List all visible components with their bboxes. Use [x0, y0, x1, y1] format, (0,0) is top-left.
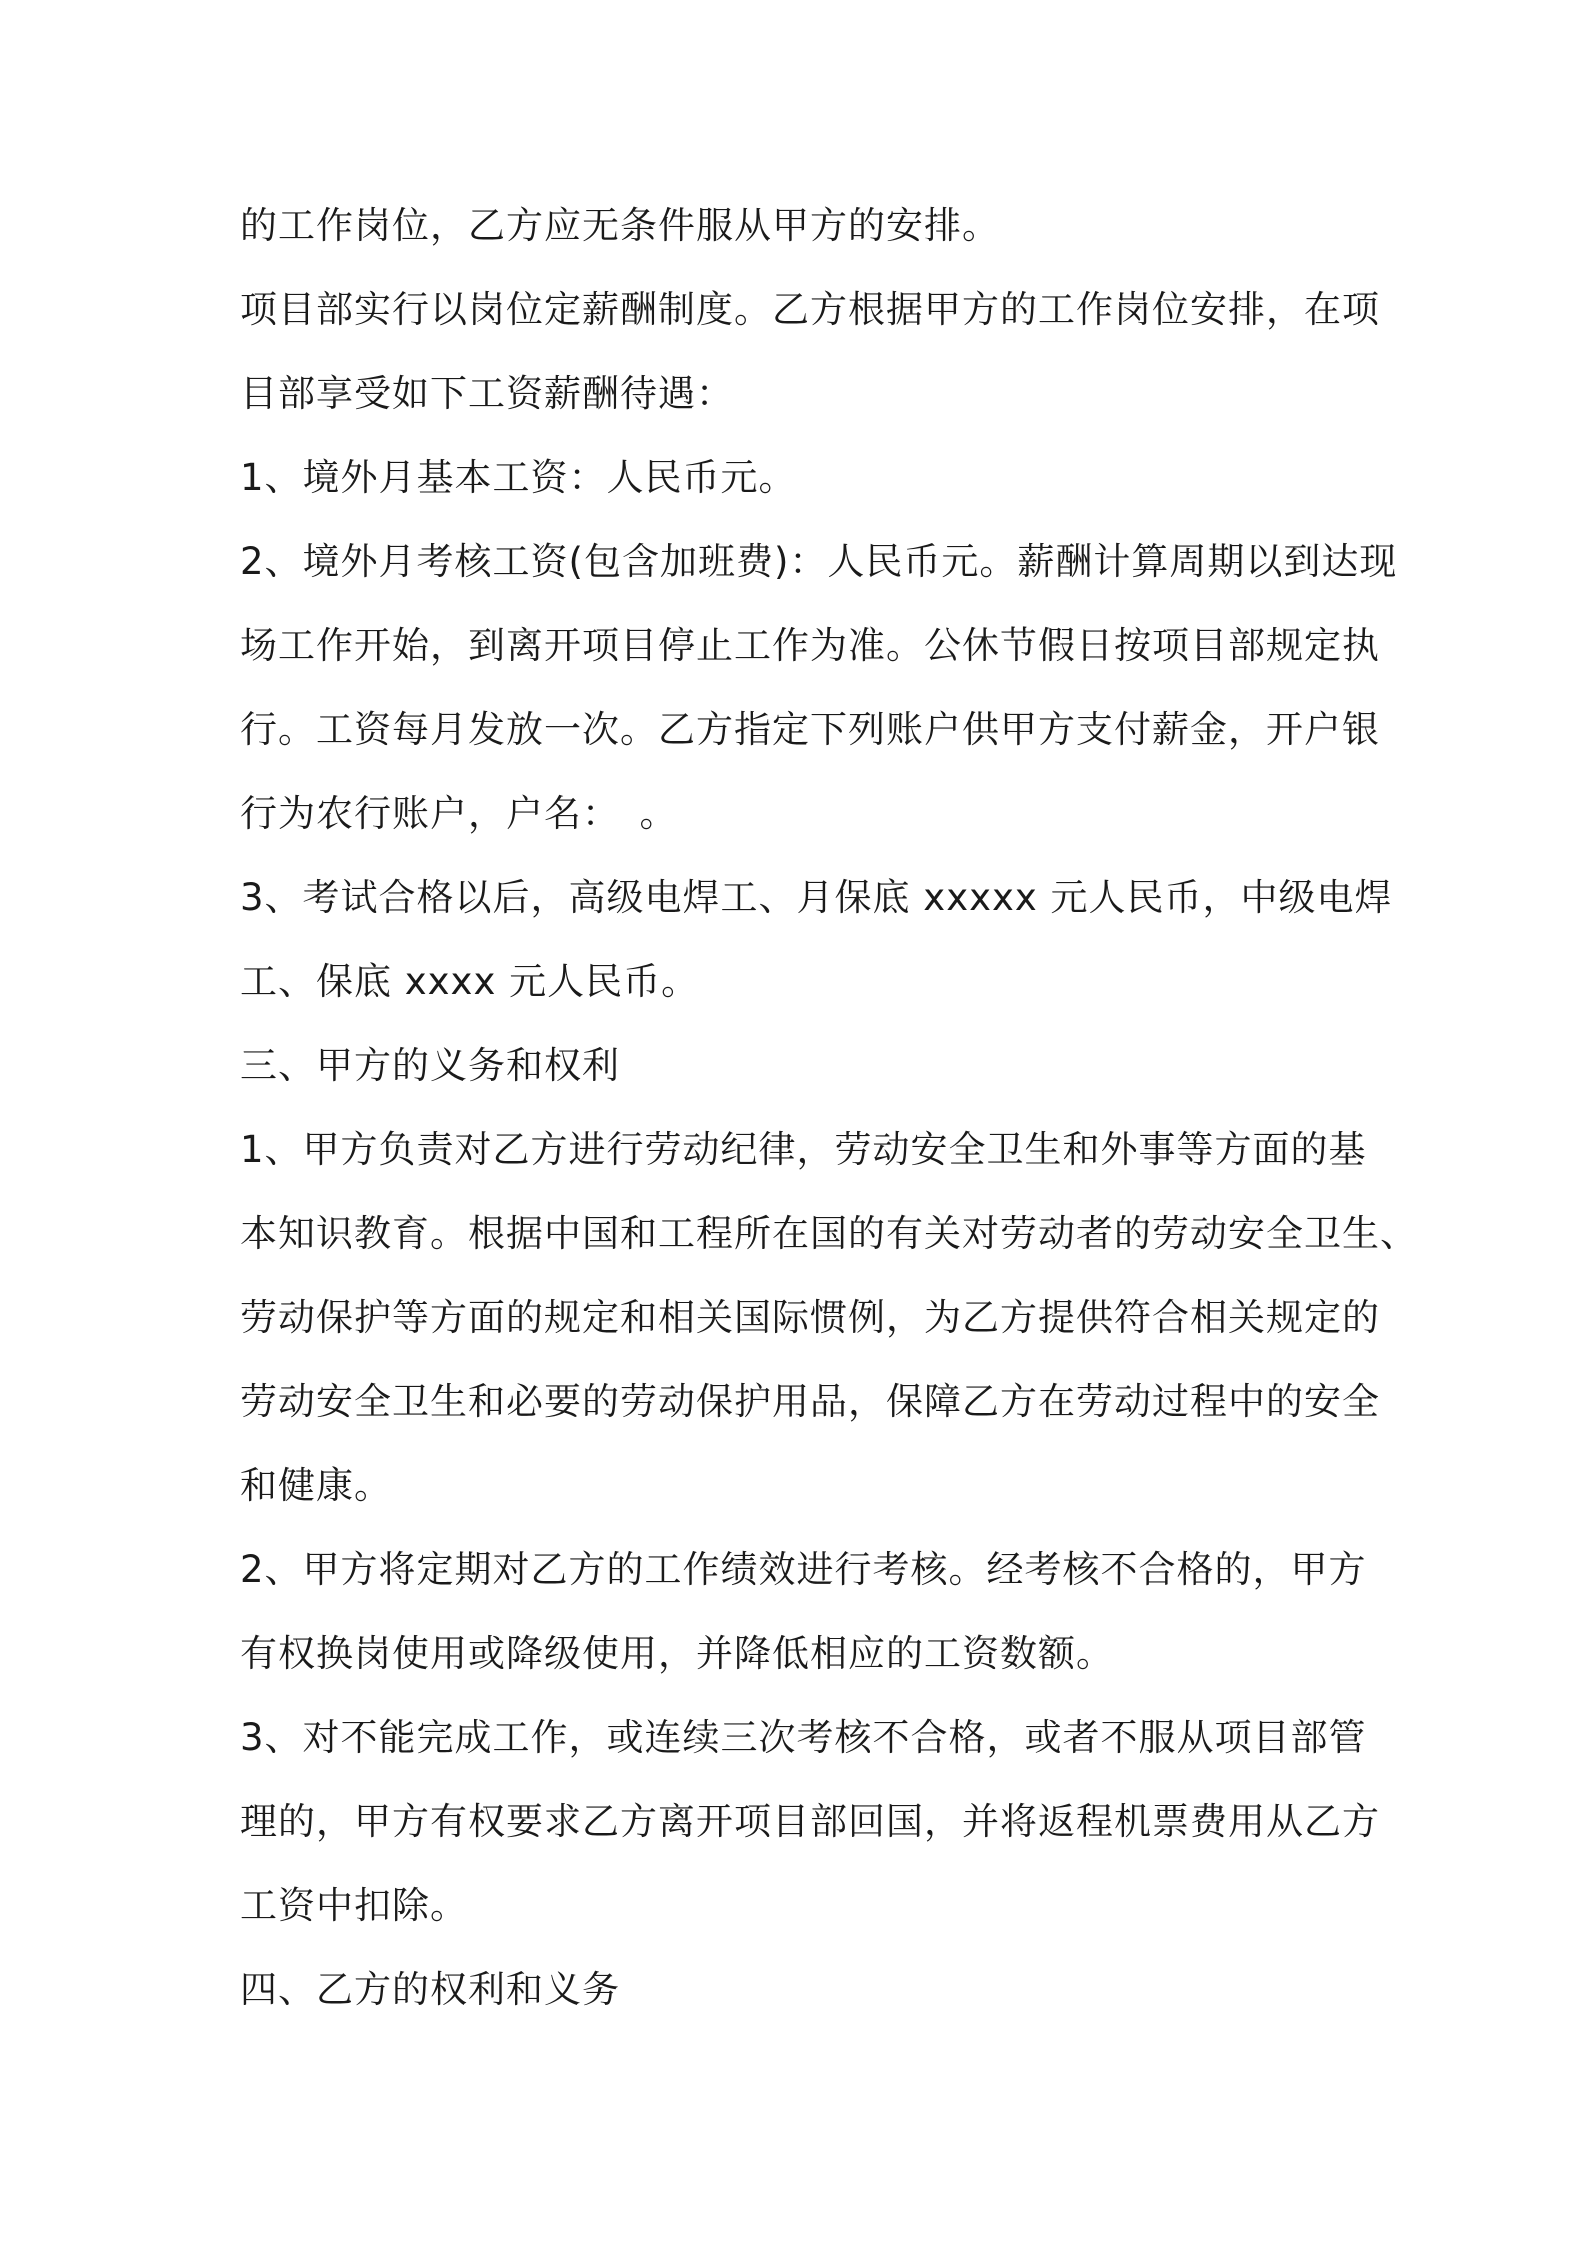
text-line: 工资中扣除。: [240, 1884, 468, 1927]
text-line: 2、甲方将定期对乙方的工作绩效进行考核。经考核不合格的，甲方: [240, 1548, 1367, 1591]
text-line: 1、甲方负责对乙方进行劳动纪律，劳动安全卫生和外事等方面的基: [240, 1128, 1367, 1171]
section-heading: 三、甲方的义务和权利: [240, 1044, 620, 1087]
text-line: 有权换岗使用或降级使用，并降低相应的工资数额。: [240, 1632, 1114, 1675]
text-line: 场工作开始，到离开项目停止工作为准。公休节假日按项目部规定执: [240, 624, 1380, 667]
text-line: 劳动安全卫生和必要的劳动保护用品，保障乙方在劳动过程中的安全: [240, 1380, 1380, 1423]
text-line: 项目部实行以岗位定薪酬制度。乙方根据甲方的工作岗位安排，在项: [240, 288, 1380, 331]
text-line: 目部享受如下工资薪酬待遇：: [240, 372, 734, 415]
text-line: 3、考试合格以后，高级电焊工、月保底 xxxxx 元人民币，中级电焊: [240, 876, 1393, 919]
text-line: 工、保底 xxxx 元人民币。: [240, 960, 700, 1003]
section-heading: 四、乙方的权利和义务: [240, 1968, 620, 2011]
text-line: 2、境外月考核工资(包含加班费)：人民币元。薪酬计算周期以到达现: [240, 540, 1398, 583]
text-line: 本知识教育。根据中国和工程所在国的有关对劳动者的劳动安全卫生、: [240, 1212, 1418, 1255]
text-line: 的工作岗位，乙方应无条件服从甲方的安排。: [240, 204, 1000, 247]
text-line: 劳动保护等方面的规定和相关国际惯例，为乙方提供符合相关规定的: [240, 1296, 1380, 1339]
text-line: 3、对不能完成工作，或连续三次考核不合格，或者不服从项目部管: [240, 1716, 1367, 1759]
text-line: 行。工资每月发放一次。乙方指定下列账户供甲方支付薪金，开户银: [240, 708, 1380, 751]
text-line: 理的，甲方有权要求乙方离开项目部回国，并将返程机票费用从乙方: [240, 1800, 1380, 1843]
text-line: 1、境外月基本工资：人民币元。: [240, 456, 797, 499]
text-line: 行为农行账户，户名： 。: [240, 792, 678, 835]
text-line: 和健康。: [240, 1464, 392, 1507]
